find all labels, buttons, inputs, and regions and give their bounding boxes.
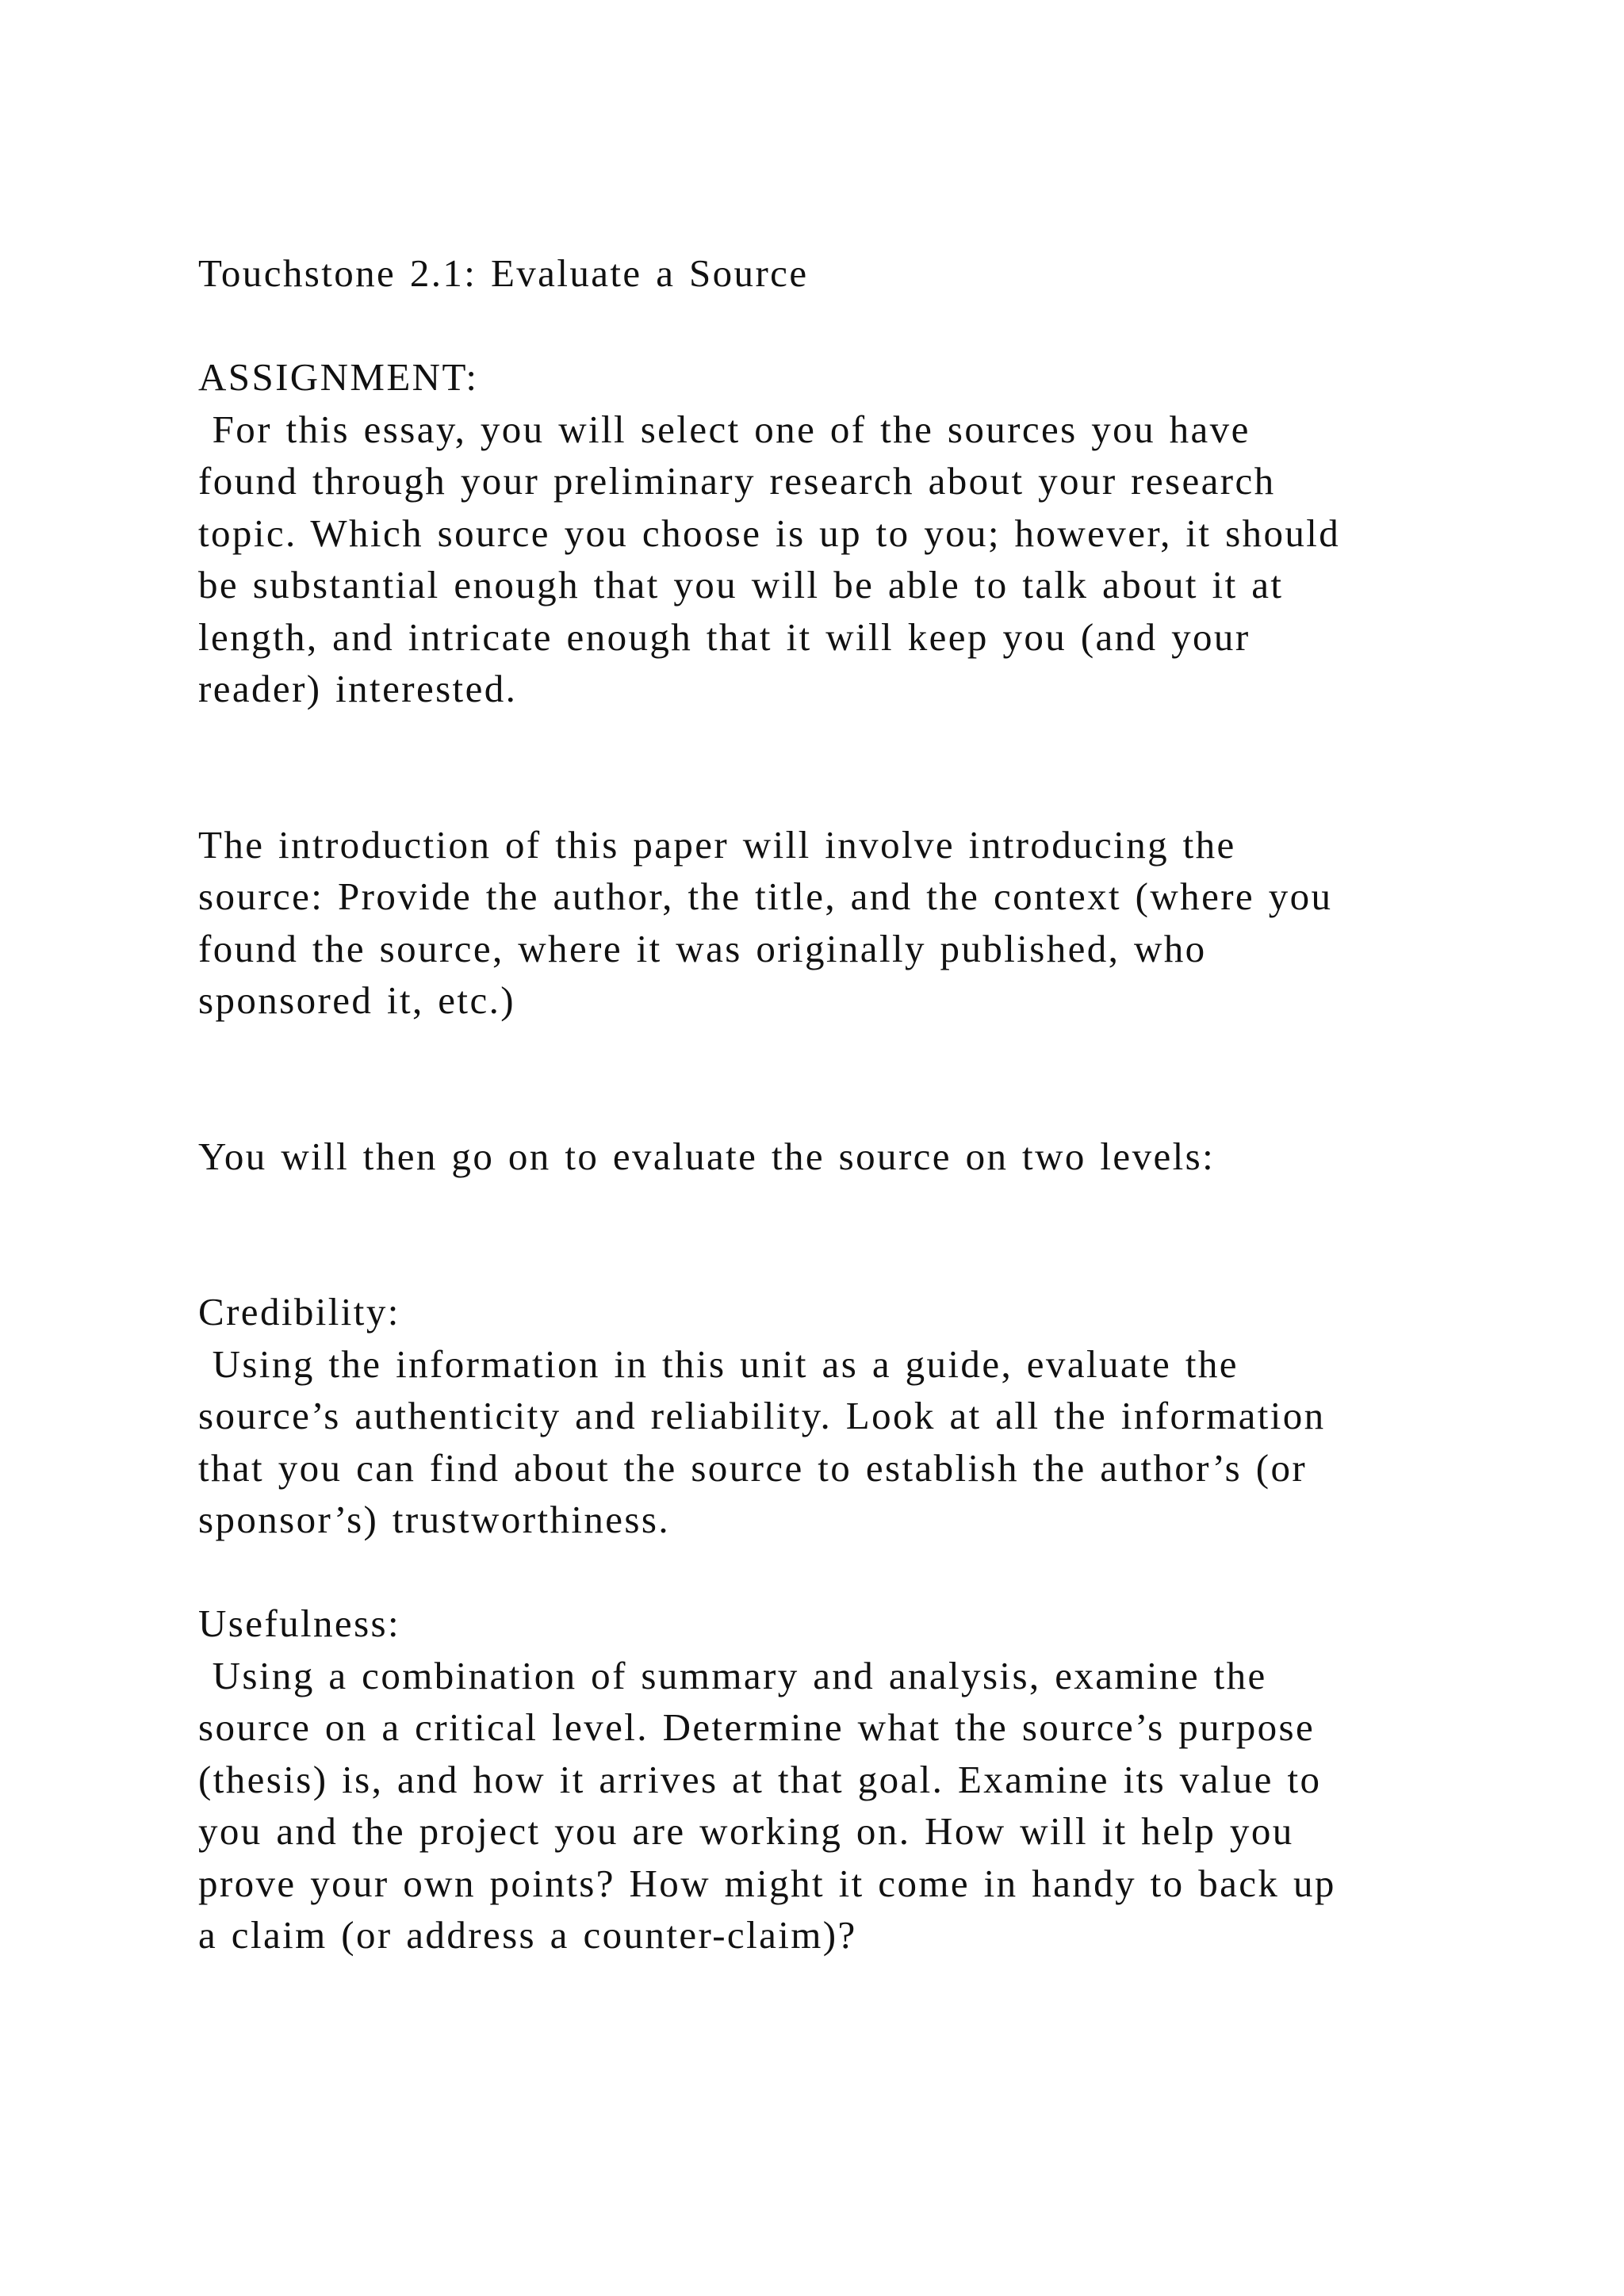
usefulness-heading: Usefulness: — [198, 1601, 401, 1645]
credibility-paragraph — [198, 1338, 1483, 1546]
introduction-paragraph — [198, 819, 1483, 1027]
text-line: sponsored it, etc.) — [198, 978, 515, 1022]
spacer — [198, 1027, 1483, 1131]
text-line: found the source, where it was originally published, who — [198, 926, 1207, 970]
credibility-heading: Credibility: — [198, 1290, 400, 1334]
text-line: topic. Which source you choose is up to you; however, it should — [198, 511, 1341, 555]
text-line: (thesis) is, and how it arrives at that goal. Examine its value to — [198, 1757, 1322, 1801]
spacer — [198, 715, 1483, 819]
levels-paragraph: You will then go on to evaluate the source on two levels: — [198, 1134, 1216, 1178]
text-line: The introduction of this paper will involve introducing the — [198, 822, 1236, 867]
usefulness-paragraph — [198, 1650, 1483, 1961]
spacer — [198, 300, 1483, 352]
document-title: Touchstone 2.1: Evaluate a Source — [198, 251, 809, 295]
text-line: sponsor’s) trustworthiness. — [198, 1498, 671, 1541]
text-line: you and the project you are working on. How will it help you — [198, 1809, 1294, 1853]
text-line: that you can find about the source to establish the author’s (or — [198, 1445, 1308, 1490]
text-line: a claim (or address a counter-claim)? — [198, 1913, 857, 1957]
text-line: prove your own points? How might it come in handy to back up — [198, 1861, 1336, 1905]
document-body — [198, 247, 1483, 1961]
text-line: found through your preliminary research about your research — [198, 459, 1276, 503]
text-line: source’s authenticity and reliability. Look at all the information — [198, 1394, 1326, 1437]
text-line: length, and intricate enough that it will keep you (and your — [198, 614, 1251, 659]
assignment-heading: ASSIGNMENT: — [198, 355, 479, 399]
text-line: Using a combination of summary and analysis, examine the — [198, 1653, 1267, 1697]
text-line: Using the information in this unit as a guide, evaluate the — [198, 1341, 1239, 1386]
assignment-paragraph — [198, 404, 1483, 715]
text-line: be substantial enough that you will be able to talk about it at — [198, 563, 1284, 607]
spacer — [198, 1546, 1483, 1598]
spacer — [198, 1182, 1483, 1286]
text-line: For this essay, you will select one of the sources you have — [198, 407, 1251, 451]
text-line: source: Provide the author, the title, and the context (where you — [198, 874, 1333, 918]
text-line: reader) interested. — [198, 667, 518, 710]
text-line: source on a critical level. Determine what the source’s purpose — [198, 1705, 1316, 1749]
